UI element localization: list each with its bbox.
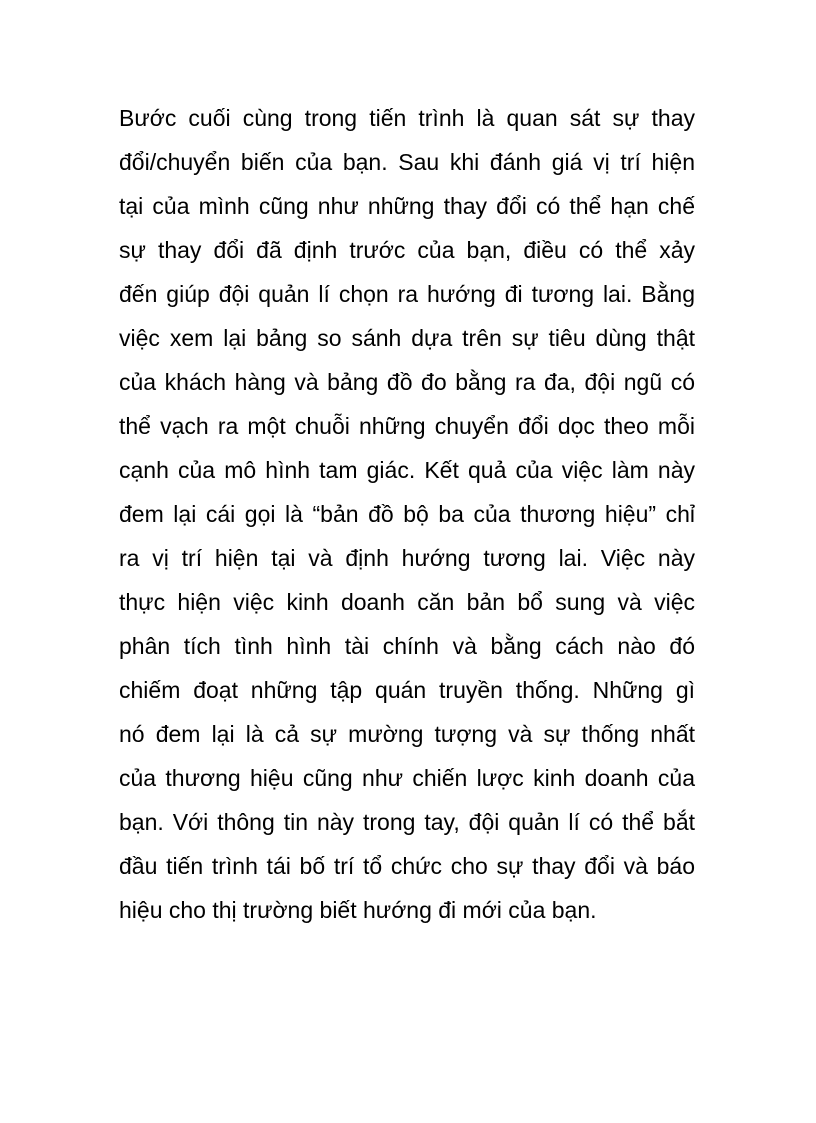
text-line: thực hiện việc kinh doanh căn bản bổ sung và việc	[119, 589, 695, 615]
text-line: Bước cuối cùng trong tiến trình là quan sát sự thay	[119, 105, 695, 131]
text-line: cạnh của mô hình tam giác. Kết quả của việc làm này	[119, 457, 695, 483]
text-line: nó đem lại là cả sự mường tượng và sự thống nhất	[119, 721, 695, 747]
text-line: đổi/chuyển biến của bạn. Sau khi đánh giá vị trí hiện	[119, 149, 695, 175]
text-line: của thương hiệu cũng như chiến lược kinh doanh của	[119, 765, 695, 791]
text-line: ra vị trí hiện tại và định hướng tương lai. Việc này	[119, 545, 695, 571]
text-line: bạn. Với thông tin này trong tay, đội quản lí có thể bắt	[119, 809, 695, 835]
text-line: chiếm đoạt những tập quán truyền thống. Những gì	[119, 677, 695, 703]
text-line: việc xem lại bảng so sánh dựa trên sự tiêu dùng thật	[119, 325, 695, 351]
text-line: tại của mình cũng như những thay đổi có thể hạn chế	[119, 193, 695, 219]
text-line: đem lại cái gọi là “bản đồ bộ ba của thương hiệu” chỉ	[119, 501, 695, 527]
text-line: đến giúp đội quản lí chọn ra hướng đi tương lai. Bằng	[119, 281, 695, 307]
text-line: đầu tiến trình tái bố trí tổ chức cho sự thay đổi và báo	[119, 853, 695, 879]
text-line: hiệu cho thị trường biết hướng đi mới của bạn.	[119, 897, 597, 923]
text-line: sự thay đổi đã định trước của bạn, điều có thể xảy	[119, 237, 695, 263]
text-line: phân tích tình hình tài chính và bằng cách nào đó	[119, 633, 695, 659]
text-line: của khách hàng và bảng đồ đo bằng ra đa, đội ngũ có	[119, 369, 695, 395]
text-line: thể vạch ra một chuỗi những chuyển đổi dọc theo mỗi	[119, 413, 695, 439]
body-paragraph	[119, 96, 695, 932]
